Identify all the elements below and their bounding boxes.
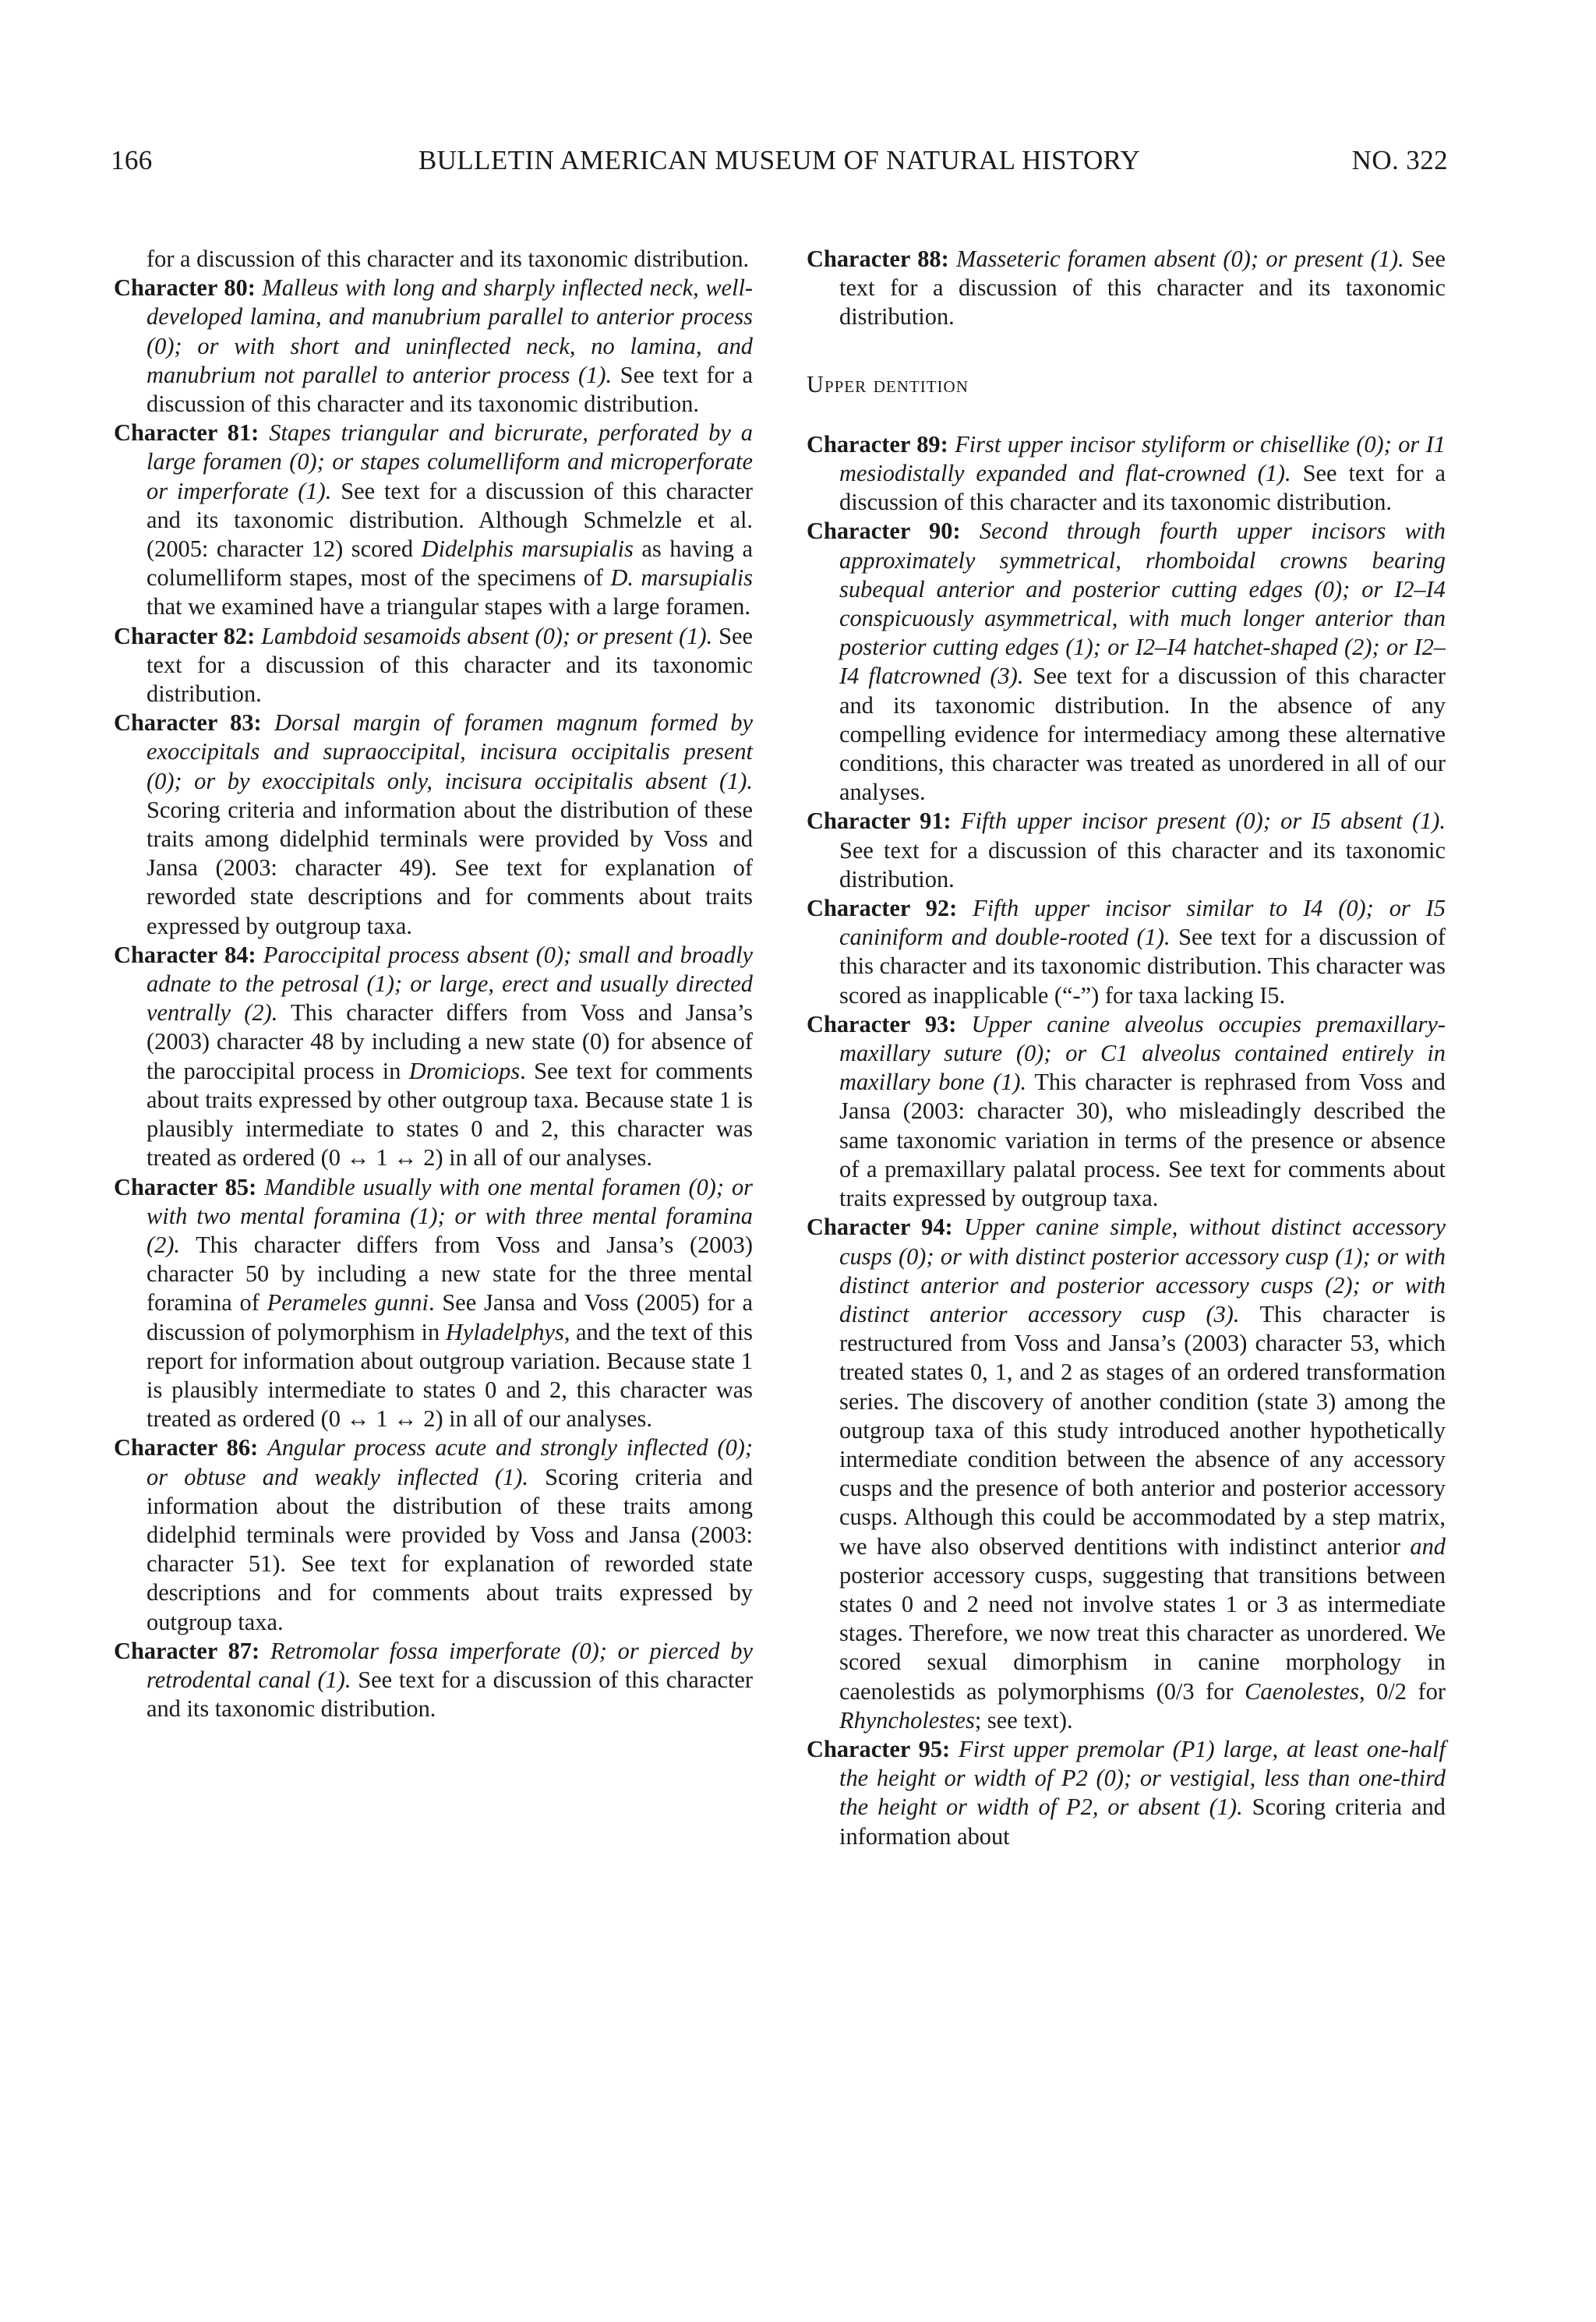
state-description: Upper canine simple, without distinct accessory cusps (0); or with distinct posterior accessory cusp (1); or with distinct anterior and posterior accessory cusps (2); or with distinct anterior accessory cusp (3).	[839, 1214, 1446, 1327]
character-label: Character 89:	[807, 430, 948, 458]
state-description: First upper incisor styliform or chisellike (0); or I1 mesiodistally expanded and flat-crowned (1).	[839, 430, 1446, 487]
character-entry	[807, 1213, 1446, 1735]
commentary-text: posterior accessory cusps, suggesting that transitions between states 0 and 2 need not involve states 1 or 3 as intermediate stages. Therefore, we now treat this character as unordered. We scored sexual dimorphism in canine morphology in caenolestids as polymorphisms (0/3 for	[839, 1561, 1446, 1705]
commentary-text: . See text for comments about traits expressed by other outgroup taxa. Because state 1 is plausibly intermediate to states 0 and 2, this character was treated as ordered (0 ↔ 1 ↔ 2) in all of our analyses.	[147, 1057, 753, 1172]
commentary-text: for a discussion of this character and its taxonomic distribution.	[147, 246, 750, 272]
state-description: Didelphis marsupialis	[421, 535, 634, 563]
state-description: Fifth upper incisor similar to I4 (0); or I5 caniniform and double-rooted (1).	[839, 895, 1446, 951]
commentary-text: See text for a discussion of this character and its taxonomic distribution.	[839, 836, 1446, 892]
commentary-text: See text for a discussion of this character and its taxonomic distribution.	[147, 361, 753, 418]
character-label: Character 93:	[807, 1010, 957, 1037]
character-label: Character 82:	[114, 622, 256, 649]
page-number: 166	[111, 145, 153, 175]
state-description: Hyladelphys	[445, 1318, 564, 1345]
character-label: Character 86:	[114, 1434, 259, 1461]
right-column-top	[807, 245, 1446, 332]
character-label: Character 83:	[114, 709, 262, 737]
character-label: Character 95:	[807, 1735, 951, 1762]
character-entry	[807, 245, 1446, 332]
state-description: D. marsupialis	[610, 564, 753, 592]
commentary-text: See text for a discussion of this character and its taxonomic distribution. In the absence of any compelling evidence for intermediacy among these alternative conditions, this character was treated as unordered in all of our analyses.	[839, 663, 1446, 806]
right-column	[807, 245, 1446, 1851]
state-description: Caenolestes	[1245, 1677, 1359, 1705]
commentary-text: , 0/2 for	[1359, 1677, 1446, 1705]
issue-number: NO. 322	[1351, 145, 1448, 175]
state-description: Stapes triangular and bicrurate, perforated by a large foramen (0); or stapes columelliform and microperforate or imperforate (1).	[147, 419, 754, 504]
continued-paragraph	[114, 245, 753, 274]
state-description: Second through fourth upper incisors with approximately symmetrical, rhomboidal crowns bearing subequal anterior and posterior cutting edges (0); or I2–I4 conspicuously asymmetrical, with much longer anterior than posterior cutting edges (1); or I2–I4 hatchet-shaped (2); or I2–I4 flatcrowned (3).	[839, 518, 1446, 690]
character-entry	[114, 622, 753, 709]
character-entry	[807, 1735, 1446, 1851]
character-entry	[114, 709, 753, 941]
character-entry	[807, 430, 1446, 518]
commentary-text: See text for a discussion of this character and its taxonomic distribution.	[147, 1666, 754, 1723]
commentary-text: as having a columelliform stapes, most of the specimens of	[147, 535, 753, 592]
running-header	[111, 145, 1448, 181]
commentary-text: See text for a discussion of this character and its taxonomic distribution.	[147, 622, 753, 708]
character-label: Character 85:	[114, 1173, 257, 1200]
commentary-text: Scoring criteria and information about the distribution of these traits among didelphid terminals were provided by Voss and Jansa (2003: character 49). See text for explanation of reworded state descriptions and for comments about traits expressed by outgroup taxa.	[147, 796, 753, 939]
character-label: Character 92:	[807, 895, 958, 922]
commentary-text: Scoring criteria and information about	[839, 1794, 1446, 1850]
character-entry	[114, 419, 753, 621]
character-entry	[114, 1433, 753, 1636]
character-entry	[807, 894, 1446, 1010]
commentary-text: See text for a discussion of this character and its taxonomic distribution. Although Schmelzle et al. (2005: character 12) scored	[147, 477, 753, 563]
state-description: Upper canine alveolus occupies premaxillary-maxillary suture (0); or C1 alveolus contained entirely in maxillary bone (1).	[839, 1010, 1446, 1096]
commentary-text: See text for a discussion of this character and its taxonomic distribution. This character was scored as inapplicable (“-”) for taxa lacking I5.	[839, 924, 1446, 1009]
commentary-text: This character differs from Voss and Jansa’s (2003) character 50 by including a new state for the three mental foramina of	[147, 1231, 753, 1317]
state-description: Rhyncholestes	[839, 1706, 975, 1734]
state-description: Paroccipital process absent (0); small and broadly adnate to the petrosal (1); or large, erect and usually directed ventrally (2).	[147, 941, 754, 1027]
section-heading: Upper dentition	[807, 370, 969, 398]
character-entry	[114, 941, 753, 1173]
character-entry	[807, 1010, 1446, 1213]
character-label: Character 91:	[807, 808, 952, 835]
state-description: Dorsal margin of foramen magnum formed by exoccipitals and supraoccipital, incisura occipitalis present (0); or by exoccipitals only, incisura occipitalis absent (1).	[147, 709, 753, 794]
state-description: Malleus with long and sharply inflected neck, well-developed lamina, and manubrium parallel to anterior process (0); or with short and uninflected neck, no lamina, and manubrium not parallel to anterior process (1).	[147, 274, 754, 388]
character-entry	[807, 517, 1446, 807]
commentary-text: Scoring criteria and information about the distribution of these traits among didelphid terminals were provided by Voss and Jansa (2003: character 51). See text for explanation of reworded state descriptions and for comments about traits expressed by outgroup taxa.	[147, 1463, 753, 1635]
state-description: First upper premolar (P1) large, at least one-half the height or width of P2 (0); or vestigial, less than one-third the height or width of P2, or absent (1).	[839, 1735, 1446, 1821]
character-entry	[114, 1637, 753, 1724]
state-description: Perameles gunni	[267, 1289, 429, 1317]
state-description: Retromolar fossa imperforate (0); or pierced by retrodental canal (1).	[147, 1637, 753, 1693]
state-description: Mandible usually with one mental foramen (0); or with two mental foramina (1); or with three mental foramina (2).	[147, 1173, 754, 1258]
commentary-text: This character differs from Voss and Jansa’s (2003) character 48 by including a new state (0) for absence of the paroccipital process in	[147, 999, 753, 1084]
character-entry	[807, 807, 1446, 894]
journal-title: BULLETIN AMERICAN MUSEUM OF NATURAL HISTORY	[418, 145, 1141, 175]
character-label: Character 88:	[807, 246, 949, 272]
character-entry	[114, 1173, 753, 1434]
state-description: Angular process acute and strongly inflected (0); or obtuse and weakly inflected (1).	[147, 1434, 754, 1490]
commentary-text: This character is restructured from Voss and Jansa’s (2003) character 53, which treated states 0, 1, and 2 as stages of an ordered transformation series. The discovery of another condition (state 3) among the outgroup taxa of this study introduced another hypothetically intermediate condition between the absence of any accessory cusps and the presence of both anterior and posterior accessory cusps. Although this could be accommodated by a step matrix, we have also observed dentitions with indistinct anterior	[839, 1300, 1446, 1560]
character-label: Character 94:	[807, 1214, 953, 1241]
commentary-text: , and the text of this report for information about outgroup variation. Because state 1 is plausibly intermediate to states 0 and 2, this character was treated as ordered (0 ↔ 1 ↔ 2) in all of our analyses.	[147, 1318, 753, 1433]
state-description: Dromiciops	[408, 1057, 521, 1084]
state-description: and	[1410, 1532, 1446, 1560]
character-label: Character 84:	[114, 941, 256, 968]
commentary-text: ; see text).	[974, 1706, 1073, 1734]
commentary-text: . See Jansa and Voss (2005) for a discussion of polymorphism in	[147, 1289, 754, 1345]
commentary-text: This character is rephrased from Voss and Jansa (2003: character 30), who misleadingly described the same taxonomic variation in terms of the presence or absence of a premaxillary palatal process. See text for comments about traits expressed by outgroup taxa.	[839, 1069, 1446, 1212]
right-column-bottom	[807, 430, 1446, 1851]
character-entry	[114, 274, 753, 419]
state-description: Fifth upper incisor present (0); or I5 absent (1).	[961, 808, 1446, 835]
character-label: Character 87:	[114, 1637, 260, 1664]
state-description: Masseteric foramen absent (0); or present (1).	[956, 246, 1404, 272]
commentary-text: that we examined have a triangular stapes with a large foramen.	[147, 593, 750, 620]
character-label: Character 80:	[114, 274, 256, 302]
character-label: Character 90:	[807, 518, 961, 545]
commentary-text: See text for a discussion of this character and its taxonomic distribution.	[839, 460, 1446, 516]
commentary-text: See text for a discussion of this character and its taxonomic distribution.	[839, 246, 1446, 330]
left-column	[114, 245, 753, 1723]
state-description: Lambdoid sesamoids absent (0); or present (1).	[261, 622, 713, 649]
character-label: Character 81:	[114, 419, 260, 447]
